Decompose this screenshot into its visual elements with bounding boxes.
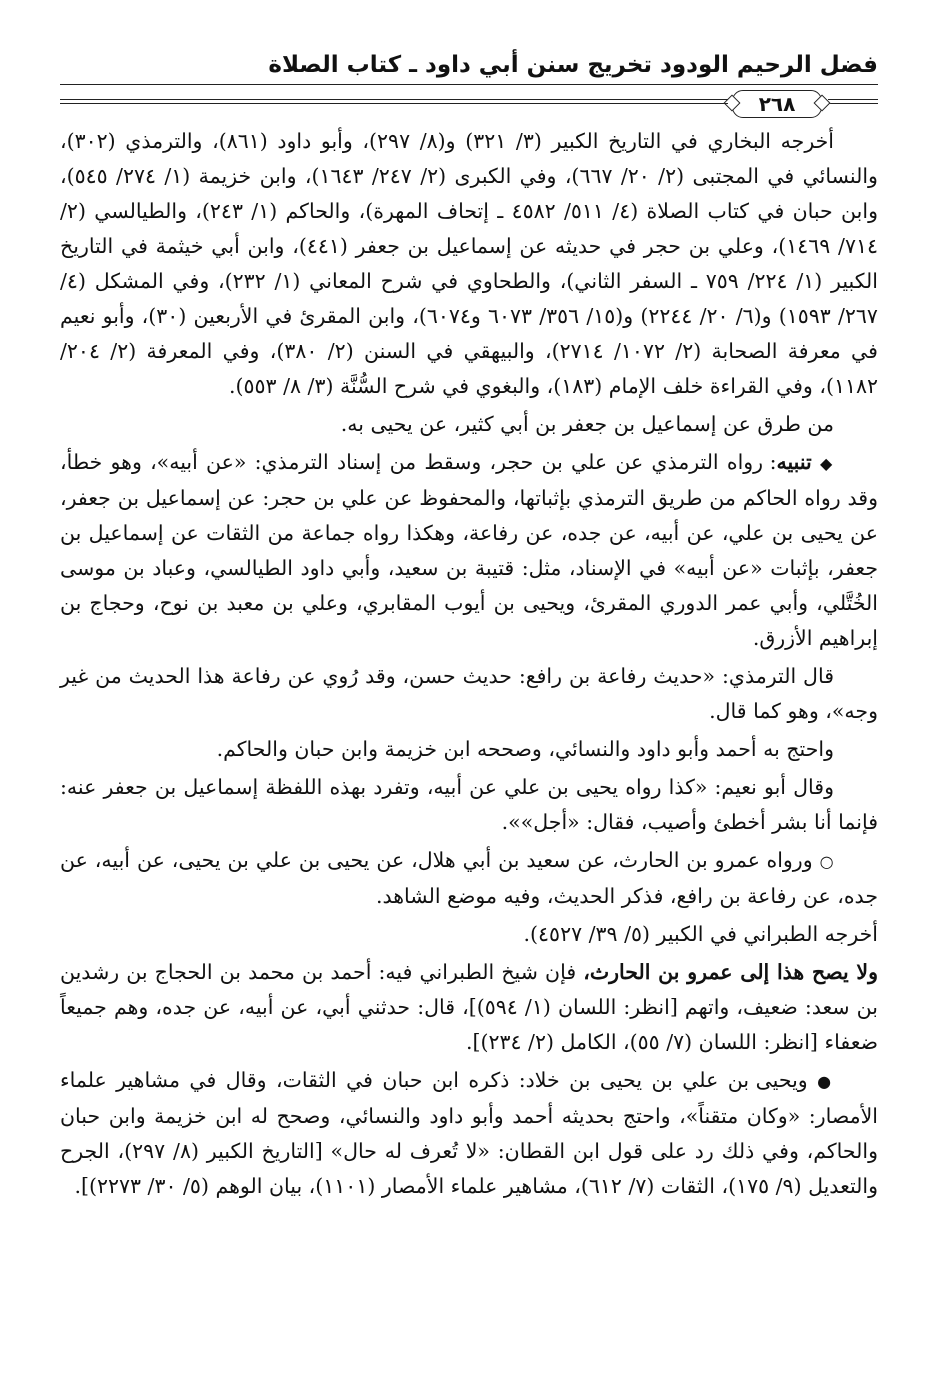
running-title: فضل الرحيم الودود تخريج سنن أبي داود ـ كتاب الصلاة xyxy=(268,52,878,78)
paragraph-text: من طرق عن إسماعيل بن جعفر بن أبي كثير، عن يحيى به. xyxy=(340,412,834,436)
bullet-icon: ◆ xyxy=(819,454,834,473)
header-rule xyxy=(60,84,878,85)
paragraph-la-yasihh xyxy=(60,955,878,1060)
paragraph-text: قال الترمذي: «حديث رفاعة بن رافع: حديث حسن، وقد رُوي عن رفاعة هذا الحديث من غير وجه»، وهو كما قال. xyxy=(60,664,878,723)
paragraph-text: واحتج به أحمد وأبو داود والنسائي، وصححه ابن خزيمة وابن حبان والحاكم. xyxy=(216,737,834,761)
paragraph-text: : رواه الترمذي عن علي بن حجر، وسقط من إسناد الترمذي: «عن أبيه»، وهو خطأ، وقد رواه الحاكم من طريق الترمذي بإثباتها، والمحفوظ عن علي بن حجر: عن إسماعيل بن جعفر، عن يحيى بن علي، عن أبيه، عن جده، عن رفاعة، وهكذا رواه جماعة من الثقات عن إسماعيل بن جعفر، بإثبات «عن أبيه» في الإسناد، مثل: قتيبة بن سعيد، وأبي داود الطيالسي، وعباد بن موسى الخُتَّلي، وأبي عمر الدوري المقرئ، ويحيى بن أيوب المقابري، وعلي بن معبد بن نوح، وحجاج بن إبراهيم الأزرق. xyxy=(60,450,878,650)
paragraph-takhrij xyxy=(60,124,878,404)
paragraph-yahya-tarjama xyxy=(60,1063,878,1204)
dot-bullet-icon: ● xyxy=(817,1072,834,1091)
paragraph-amr-riwaya xyxy=(60,843,878,914)
paragraph-text: ويحيى بن علي بن يحيى بن خلاد: ذكره ابن حبان في الثقات، وقال في مشاهير علماء الأمصار: «وكان متقناً»، واحتج بحديثه أحمد وأبو داود والنسائي، وصحح له ابن خزيمة وابن حبان والحاكم، وفي ذلك رد على قول ابن القطان: «لا تُعرف له حال» [التاريخ الكبير (٨/ ٢٩٧)، الجرح والتعديل (٩/ ١٧٥)، الثقات (٧/ ٦١٢)، مشاهير علماء الأمصار (١١٠١)، بيان الوهم (٥/ ٣٠/ ٢٢٧٣)]. xyxy=(60,1068,878,1198)
paragraph-text: أخرجه البخاري في التاريخ الكبير (٣/ ٣٢١) و(٨/ ٢٩٧)، وأبو داود (٨٦١)، والترمذي (٣٠٢)، والنسائي في المجتبى (٢/ ٢٠/ ٦٦٧)، وفي الكبرى (٢/ ٢٤٧/ ١٦٤٣)، وابن خزيمة (١/ ٢٧٤/ ٥٤٥)، وابن حبان في كتاب الصلاة (٤/ ٥١١/ ٤٥٨٢ ـ إتحاف المهرة)، والحاكم (١/ ٢٤٣)، والطيالسي (٢/ ٧١٤/ ١٤٦٩)، وعلي بن حجر في حديثه عن إسماعيل بن جعفر (٤٤١)، وابن أبي خيثمة في التاريخ الكبير (١/ ٢٢٤/ ٧٥٩ ـ السفر الثاني)، والطحاوي في شرح المعاني (١/ ٢٣٢)، وفي المشكل (٤/ ٢٦٧/ ١٥٩٣) و(٦/ ٢٠/ ٢٢٤٤) و(١٥/ ٣٥٦/ ٦٠٧٣ و٦٠٧٤)، وابن المقرئ في الأربعين (٣٠)، وأبو نعيم في معرفة الصحابة (٢/ ١٠٧٢/ ٢٧١٤)، والبيهقي في السنن (٢/ ٣٨٠)، وفي المعرفة (٢/ ٢٠٤/ ١١٨٢)، وفي القراءة خلف الإمام (١٨٣)، والبغوي في شرح السُّنَّة (٣/ ٨/ ٥٥٣). xyxy=(60,129,878,398)
paragraph-text: وقال أبو نعيم: «كذا رواه يحيى بن علي عن أبيه، وتفرد بهذه اللفظة إسماعيل بن جعفر عنه: فإنما أنا بشر أخطئ وأصيب، فقال: «أجل»». xyxy=(60,775,878,834)
folio-rule-right xyxy=(828,99,878,104)
circle-bullet-icon: ○ xyxy=(819,852,834,871)
paragraph-turuq xyxy=(60,407,878,442)
page-number: ٢٦٨ xyxy=(732,90,822,118)
folio-ornament xyxy=(60,90,878,116)
paragraph-lead: تنبيه xyxy=(776,450,812,474)
paragraph-text: فإن شيخ الطبراني فيه: أحمد بن محمد بن الحجاج بن رشدين بن سعد: ضعيف، واتهم [انظر: اللسان (١/ ٥٩٤)]، قال: حدثني أبي، عن أبيه، عن جده، وهم جميعاً ضعفاء [انظر: اللسان (٧/ ٥٥)، الكامل (٢/ ٢٣٤)]. xyxy=(60,960,878,1054)
paragraph-ihtijaj xyxy=(60,732,878,767)
paragraph-tanbih xyxy=(60,445,878,656)
paragraph-text: أخرجه الطبراني في الكبير (٥/ ٣٩/ ٤٥٢٧). xyxy=(523,922,878,946)
page-body xyxy=(60,124,878,1207)
paragraph-tabarani xyxy=(60,917,878,952)
paragraph-tirmidhi-quote xyxy=(60,659,878,729)
paragraph-lead: ولا يصح هذا إلى عمرو بن الحارث، xyxy=(583,960,878,984)
folio-rule-left xyxy=(60,99,728,104)
paragraph-abu-nuaym xyxy=(60,770,878,840)
paragraph-text: ورواه عمرو بن الحارث، عن سعيد بن أبي هلال، عن يحيى بن علي بن يحيى، عن أبيه، عن جده، عن رفاعة بن رافع، فذكر الحديث، وفيه موضع الشاهد. xyxy=(60,848,878,908)
